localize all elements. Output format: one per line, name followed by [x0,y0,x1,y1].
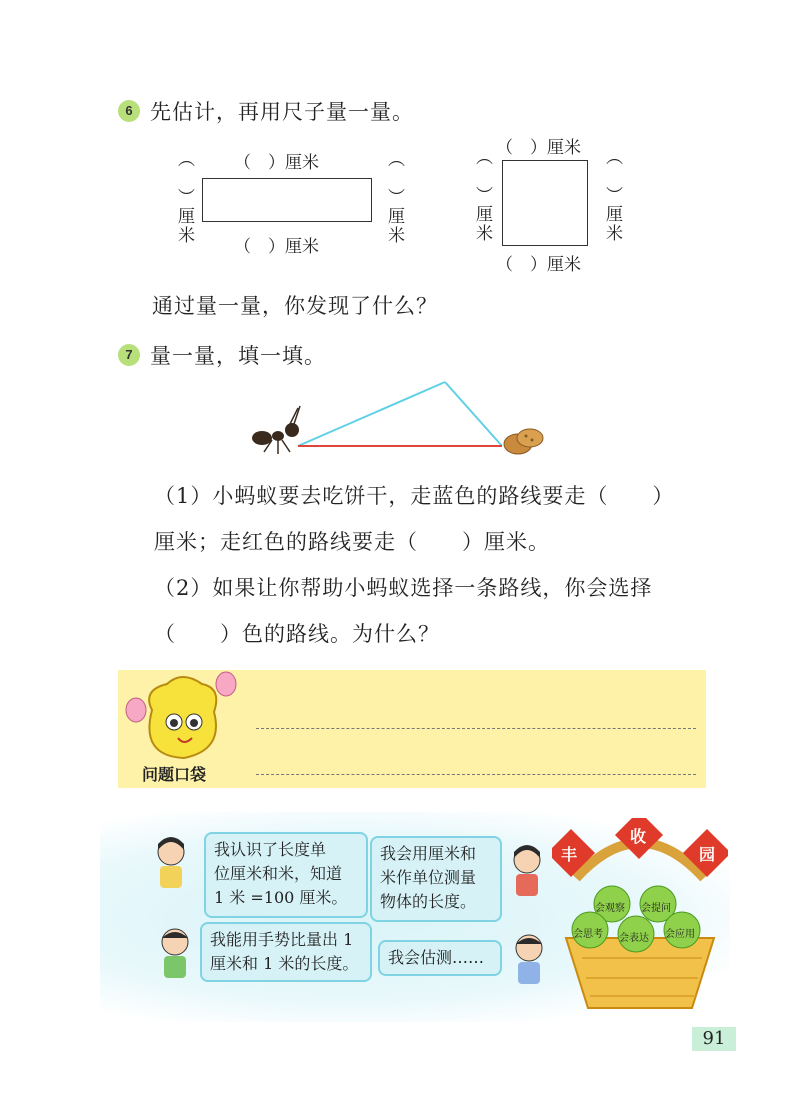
square-bottom-label: （ ）厘米 [496,255,581,275]
banner-char-1: 丰 [561,845,578,864]
square-left-label: （ ）厘米 [472,148,492,243]
speech-bubble-1 [204,832,368,918]
boy-avatar-icon [152,924,198,980]
pocket-label: 问题口袋 [142,767,207,784]
question-7-badge: 7 [118,344,140,366]
apple-ask: 会提问 [641,903,671,914]
question-7-line-2: 厘米；走红色的路线要走（ ）厘米。 [154,530,550,554]
pocket-mascot-icon [122,670,242,762]
bubble-2-line-1: 我会用厘米和 [380,844,477,863]
girl-avatar-icon [148,834,194,890]
speech-bubble-4: 我会估测…… [378,940,502,976]
rect-right-label: （ ）厘米 [384,150,404,245]
speech-bubble-3 [200,922,372,982]
question-7-title: 量一量，填一填。 [150,344,326,368]
rect-bottom-label: （ ）厘米 [234,237,319,257]
apple-apply: 会应用 [665,929,695,940]
question-7-line-4: （ ）色的路线。为什么？ [154,622,440,646]
blue-route-line-1 [298,382,445,446]
rect-left-label: （ ）厘米 [174,150,194,245]
bubble-1-line-3: 1 米 =100 厘米。 [214,888,348,907]
bubble-2-line-2: 米作单位测量 [380,868,477,887]
harvest-garden [100,812,730,1022]
blue-route-line-2 [445,382,502,446]
girl-2-avatar-icon [504,842,550,898]
question-pocket [118,670,706,788]
bubble-1-line-2: 位厘米和米，知道 [214,864,343,883]
apple-express: 会表达 [619,933,649,944]
bubble-2-line-3: 物体的长度。 [380,892,477,911]
question-6-badge: 6 [118,100,140,122]
apple-observe: 会观察 [595,903,625,914]
speech-bubble-2 [370,836,502,922]
route-diagram [240,370,560,470]
bubble-1-line-1: 我认识了长度单 [214,840,327,859]
ant-icon [252,406,300,454]
question-6-prompt: 通过量一量，你发现了什么？ [152,294,438,318]
bubble-3-line-2: 厘米和 1 米的长度。 [210,954,359,973]
page-number: 91 [692,1027,736,1051]
square-shape [502,160,588,246]
apple-think: 会思考 [573,929,603,940]
rect-top-label: （ ）厘米 [234,153,319,173]
banner-char-2: 收 [630,827,647,846]
question-6-title: 先估计，再用尺子量一量。 [150,100,414,124]
banner-char-3: 园 [699,845,716,864]
answer-line-2[interactable] [256,774,696,775]
answer-line-1[interactable] [256,728,696,729]
cookie-icon [504,429,543,454]
question-7-line-1: （1）小蚂蚁要去吃饼干，走蓝色的路线要走（ ） [154,484,675,508]
question-7-line-3: （2）如果让你帮助小蚂蚁选择一条路线，你会选择 [154,576,653,600]
square-right-label: （ ）厘米 [602,148,622,243]
bubble-3-line-1: 我能用手势比量出 1 [210,930,354,949]
square-top-label: （ ）厘米 [496,138,581,158]
rectangle-shape [202,178,372,222]
boy-2-avatar-icon [506,930,552,986]
